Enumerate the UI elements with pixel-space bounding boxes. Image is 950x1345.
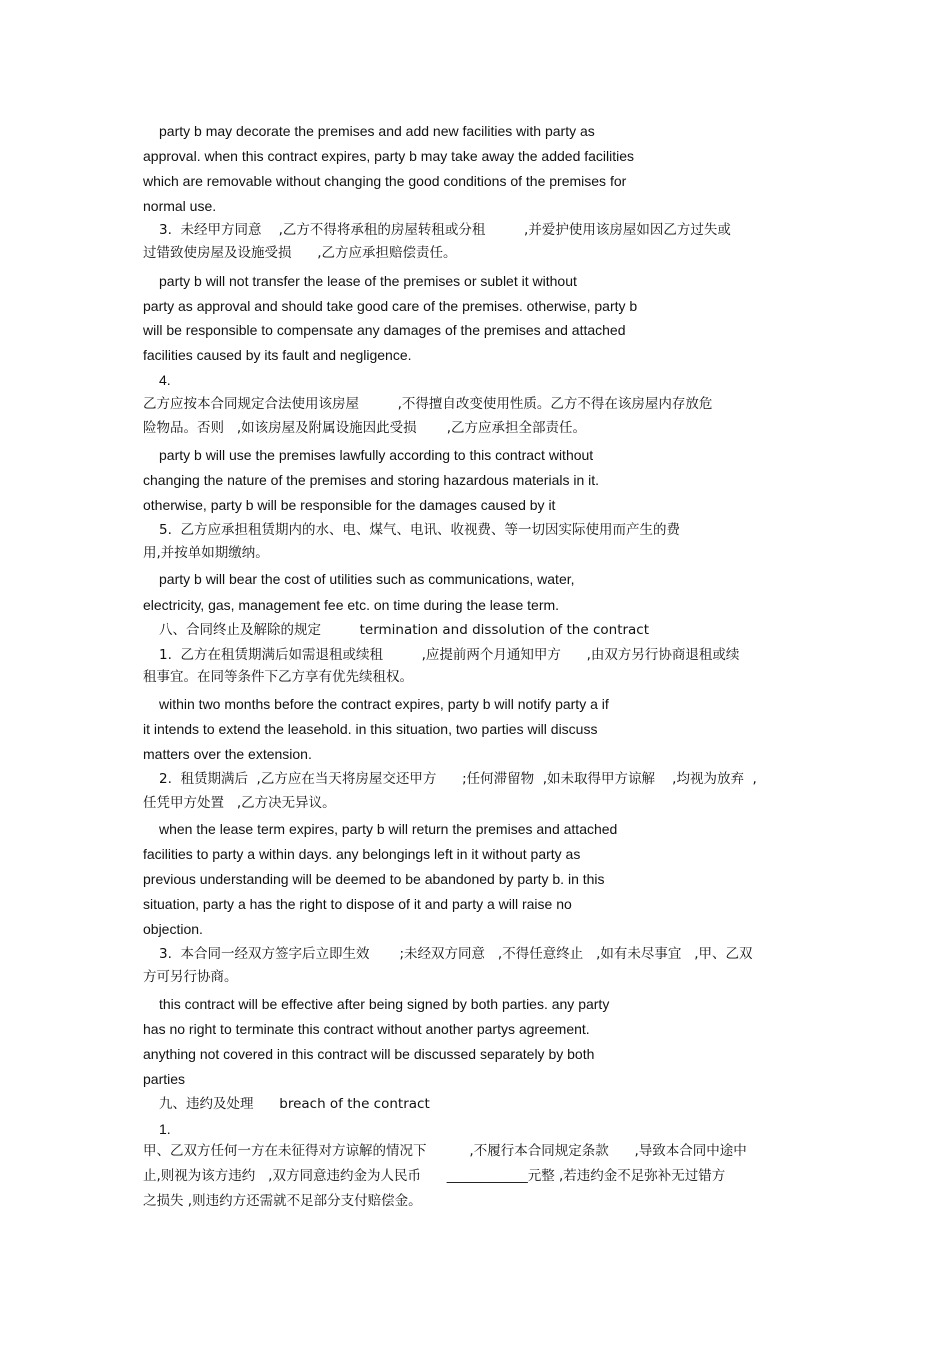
text-line: objection.: [143, 921, 203, 937]
text-line: 4.: [159, 372, 171, 388]
text-line: 方可另行协商。: [143, 969, 238, 985]
text-line: anything not covered in this contract will be discussed separately by both: [143, 1046, 595, 1062]
text-line: which are removable without changing the good conditions of the premises for: [143, 173, 627, 189]
text-line: matters over the extension.: [143, 746, 312, 762]
text-line: party b will not transfer the lease of the premises or sublet it without: [159, 273, 577, 289]
text-line: previous understanding will be deemed to be abandoned by party b. in this: [143, 871, 605, 887]
text-line: party as approval and should take good care of the premises. otherwise, party b: [143, 298, 638, 314]
text-line: otherwise, party b will be responsible for the damages caused by it: [143, 497, 556, 513]
text-line: this contract will be effective after being signed by both parties. any party: [159, 996, 610, 1012]
text-line: 之损失 ,则违约方还需就不足部分支付赔偿金。: [143, 1193, 422, 1209]
text-line: electricity, gas, management fee etc. on time during the lease term.: [143, 597, 560, 613]
text-line: normal use.: [143, 198, 217, 214]
text-line: when the lease term expires, party b will return the premises and attached: [159, 821, 618, 837]
text-line: changing the nature of the premises and storing hazardous materials in it.: [143, 472, 600, 488]
text-line: 3. 未经甲方同意 ,乙方不得将承租的房屋转租或分租 ,并爱护使用该房屋如因乙方过失或: [159, 222, 731, 238]
text-line: facilities caused by its fault and negligence.: [143, 347, 412, 363]
text-line: within two months before the contract expires, party b will notify party a if: [159, 696, 609, 712]
text-line: 1. 乙方在租赁期满后如需退租或续租 ,应提前两个月通知甲方 ,由双方另行协商退租或续: [159, 647, 740, 663]
text-line: situation, party a has the right to dispose of it and party a will raise no: [143, 896, 572, 912]
text-line: 1.: [159, 1121, 171, 1137]
text-line: approval. when this contract expires, party b may take away the added facilities: [143, 148, 635, 164]
text-line: party b will bear the cost of utilities such as communications, water,: [159, 571, 575, 587]
text-line: 用,并按单如期缴纳。: [143, 545, 269, 561]
text-line: will be responsible to compensate any damages of the premises and attached: [143, 322, 626, 338]
text-line: 甲、乙双方任何一方在未征得对方谅解的情况下 ,不履行本合同规定条款 ,导致本合同中途中: [143, 1143, 747, 1159]
section-heading: 九、违约及处理 breach of the contract: [159, 1096, 430, 1112]
text-line: parties: [143, 1071, 186, 1087]
text-line: 止,则视为该方违约 ,双方同意违约金为人民币 ____________元整 ,若违约金不足弥补无过错方: [143, 1168, 726, 1184]
text-line: 险物品。否则 ,如该房屋及附属设施因此受损 ,乙方应承担全部责任。: [143, 420, 586, 436]
text-line: 租事宜。在同等条件下乙方享有优先续租权。: [143, 669, 413, 685]
text-line: 5. 乙方应承担租赁期内的水、电、煤气、电讯、收视费、等一切因实际使用而产生的费: [159, 522, 680, 538]
text-line: party b may decorate the premises and add new facilities with party as: [159, 123, 595, 139]
section-heading: 八、合同终止及解除的规定 termination and dissolution of the contract: [159, 622, 650, 638]
text-line: 3. 本合同一经双方签字后立即生效 ;未经双方同意 ,不得任意终止 ,如有未尽事宜 ,甲、乙双: [159, 946, 753, 962]
text-line: it intends to extend the leasehold. in this situation, two parties will discuss: [143, 721, 598, 737]
text-line: 过错致使房屋及设施受损 ,乙方应承担赔偿责任。: [143, 245, 457, 261]
text-line: 乙方应按本合同规定合法使用该房屋 ,不得擅自改变使用性质。乙方不得在该房屋内存放危: [143, 396, 713, 412]
text-line: has no right to terminate this contract without another partys agreement.: [143, 1021, 590, 1037]
text-line: 2. 租赁期满后 ,乙方应在当天将房屋交还甲方 ;任何滞留物 ,如未取得甲方谅解 ,均视为放弃 ,: [159, 771, 757, 787]
text-line: facilities to party a within days. any belongings left in it without party as: [143, 846, 581, 862]
text-line: 任凭甲方处置 ,乙方决无异议。: [143, 795, 336, 811]
text-line: party b will use the premises lawfully according to this contract without: [159, 447, 594, 463]
